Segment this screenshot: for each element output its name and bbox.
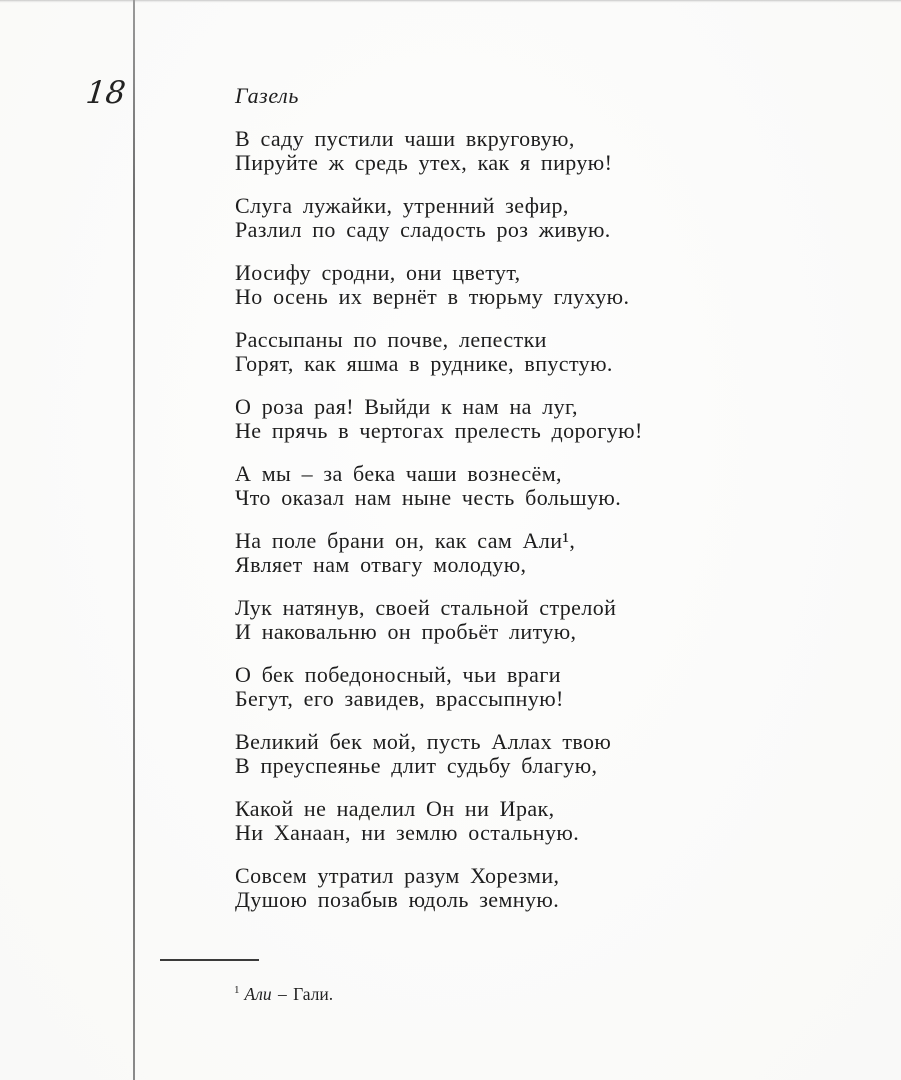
couplet-12 (235, 864, 705, 912)
poem-line: Не прячь в чертогах прелесть дорогую! (235, 418, 643, 443)
poem-line: Какой не наделил Он ни Ирак, (235, 796, 555, 821)
poem-line: Совсем утратил разум Хорезми, (235, 863, 560, 888)
poem-line: Рассыпаны по почве, лепестки (235, 327, 547, 352)
couplet-11 (235, 797, 705, 845)
poem-line: Ни Ханаан, ни землю остальную. (235, 820, 580, 845)
footnote-rule (160, 959, 259, 961)
poem-line: Пируйте ж средь утех, как я пирую! (235, 150, 613, 175)
page-top-edge (0, 0, 901, 3)
poem-line: А мы – за бека чаши вознесём, (235, 461, 562, 486)
couplet-10 (235, 730, 705, 778)
footnote (234, 984, 333, 1005)
couplet-8 (235, 596, 705, 644)
poem-line: В саду пустили чаши вкруговую, (235, 126, 575, 151)
footnote-term: Али (244, 984, 272, 1004)
poem-line: Бегут, его завидев, врассыпную! (235, 686, 564, 711)
poem-line: О бек победоносный, чьи враги (235, 662, 561, 687)
poem-line: И наковальню он пробьёт литую, (235, 619, 577, 644)
poem-line: В преуспеянье длит судьбу благую, (235, 753, 598, 778)
poem-line: Что оказал нам ныне честь большую. (235, 485, 622, 510)
couplet-3 (235, 261, 705, 309)
footnote-marker: 1 (234, 984, 240, 997)
poem-line: Иосифу сродни, они цветут, (235, 260, 521, 285)
page-number: 18 (84, 75, 128, 111)
poem-line: Горят, как яшма в руднике, впустую. (235, 351, 613, 376)
poem-line: Великий бек мой, пусть Аллах твою (235, 729, 612, 754)
poem-line: Душою позабыв юдоль земную. (235, 887, 560, 912)
couplet-1 (235, 127, 705, 175)
couplet-4 (235, 328, 705, 376)
poem-line: На поле брани он, как сам Али¹, (235, 528, 576, 553)
poem-title: Газель (235, 83, 299, 108)
couplet-6 (235, 462, 705, 510)
poem-line: О роза рая! Выйди к нам на луг, (235, 394, 578, 419)
couplet-2 (235, 194, 705, 242)
margin-rule (133, 0, 135, 1080)
poem-line: Являет нам отвагу молодую, (235, 552, 527, 577)
couplet-9 (235, 663, 705, 711)
couplet-7 (235, 529, 705, 577)
poem-line: Слуга лужайки, утренний зефир, (235, 193, 569, 218)
footnote-definition: – Гали. (277, 984, 334, 1004)
couplet-5 (235, 395, 705, 443)
poem-body (235, 84, 705, 931)
poem-line: Лук натянув, своей стальной стрелой (235, 595, 617, 620)
poem-line: Разлил по саду сладость роз живую. (235, 217, 611, 242)
poem-line: Но осень их вернёт в тюрьму глухую. (235, 284, 630, 309)
